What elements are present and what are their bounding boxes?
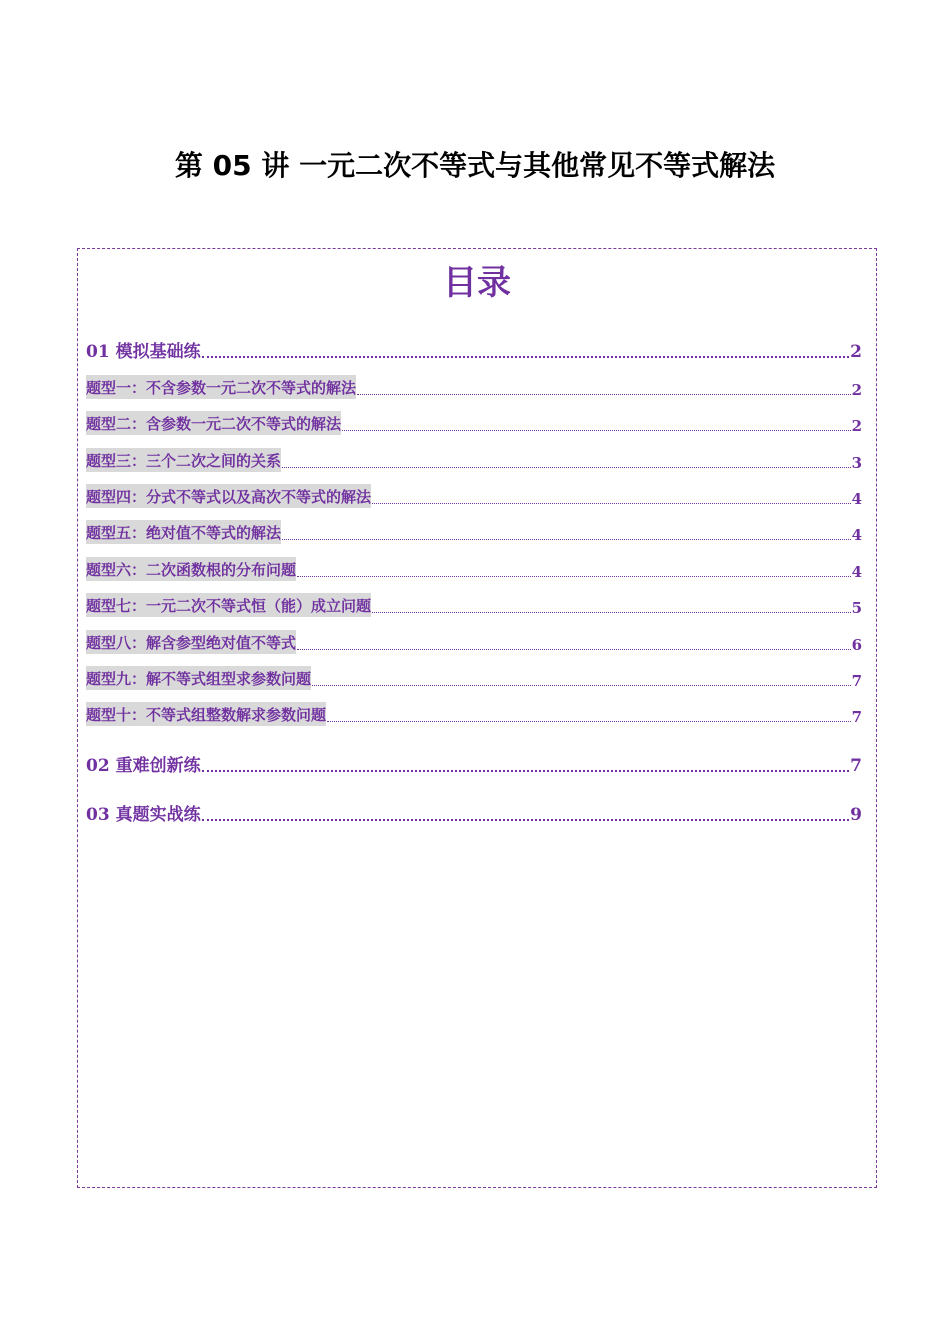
toc-entry-label: 题型二：含参数一元二次不等式的解法 bbox=[86, 411, 341, 435]
page-title: 第 05 讲 一元二次不等式与其他常见不等式解法 bbox=[174, 149, 776, 182]
toc-entry-type-4[interactable] bbox=[86, 484, 862, 508]
dot-leader bbox=[327, 721, 851, 722]
toc-entry-label: 题型五：绝对值不等式的解法 bbox=[86, 520, 281, 544]
toc-entry-label: 02 重难创新练 bbox=[86, 756, 201, 776]
toc-entry-page: 6 bbox=[851, 636, 862, 654]
dot-leader bbox=[357, 394, 851, 395]
toc-entry-type-9[interactable] bbox=[86, 666, 862, 690]
toc-entry-label: 题型一：不含参数一元二次不等式的解法 bbox=[86, 375, 356, 399]
toc-entry-page: 2 bbox=[850, 342, 862, 362]
toc-entry-label: 题型四：分式不等式以及高次不等式的解法 bbox=[86, 484, 371, 508]
dot-leader bbox=[202, 356, 850, 358]
toc-entry-page: 2 bbox=[851, 417, 862, 435]
table-of-contents bbox=[77, 248, 877, 1188]
toc-entry-advanced-practice[interactable] bbox=[86, 751, 862, 776]
toc-entry-label: 01 模拟基础练 bbox=[86, 342, 201, 362]
toc-entry-page: 9 bbox=[850, 805, 862, 825]
dot-leader bbox=[202, 770, 850, 772]
toc-entry-page: 2 bbox=[851, 381, 862, 399]
dot-leader bbox=[297, 649, 851, 650]
toc-entry-type-7[interactable] bbox=[86, 593, 862, 617]
toc-entry-page: 4 bbox=[851, 526, 862, 544]
toc-entry-page: 7 bbox=[851, 708, 862, 726]
toc-entry-label: 题型九：解不等式组型求参数问题 bbox=[86, 666, 311, 690]
dot-leader bbox=[202, 819, 850, 821]
dot-leader bbox=[372, 612, 851, 613]
toc-entry-type-8[interactable] bbox=[86, 630, 862, 654]
toc-entry-type-1[interactable] bbox=[86, 375, 862, 399]
toc-entry-label: 题型十：不等式组整数解求参数问题 bbox=[86, 702, 326, 726]
toc-entry-label: 题型六：二次函数根的分布问题 bbox=[86, 557, 296, 581]
toc-entry-type-2[interactable] bbox=[86, 411, 862, 435]
toc-entry-page: 3 bbox=[851, 454, 862, 472]
toc-entry-page: 4 bbox=[851, 563, 862, 581]
toc-entry-label: 题型七：一元二次不等式恒（能）成立问题 bbox=[86, 593, 371, 617]
dot-leader bbox=[312, 685, 851, 686]
toc-entry-label: 03 真题实战练 bbox=[86, 805, 201, 825]
toc-entry-type-3[interactable] bbox=[86, 448, 862, 472]
dot-leader bbox=[282, 467, 851, 468]
toc-entry-exam-practice[interactable] bbox=[86, 800, 862, 825]
dot-leader bbox=[282, 539, 851, 540]
toc-entry-page: 4 bbox=[851, 490, 862, 508]
toc-entry-page: 5 bbox=[851, 599, 862, 617]
dot-leader bbox=[342, 430, 851, 431]
toc-entry-type-5[interactable] bbox=[86, 520, 862, 544]
toc-heading: 目录 bbox=[443, 263, 511, 303]
toc-entry-label: 题型三：三个二次之间的关系 bbox=[86, 448, 281, 472]
dot-leader bbox=[372, 503, 851, 504]
toc-entry-label: 题型八：解含参型绝对值不等式 bbox=[86, 630, 296, 654]
toc-entry-type-6[interactable] bbox=[86, 557, 862, 581]
toc-entry-page: 7 bbox=[851, 672, 862, 690]
toc-entry-page: 7 bbox=[850, 756, 862, 776]
dot-leader bbox=[297, 576, 851, 577]
toc-entry-type-10[interactable] bbox=[86, 702, 862, 726]
toc-entry-basic-practice[interactable] bbox=[86, 337, 862, 362]
